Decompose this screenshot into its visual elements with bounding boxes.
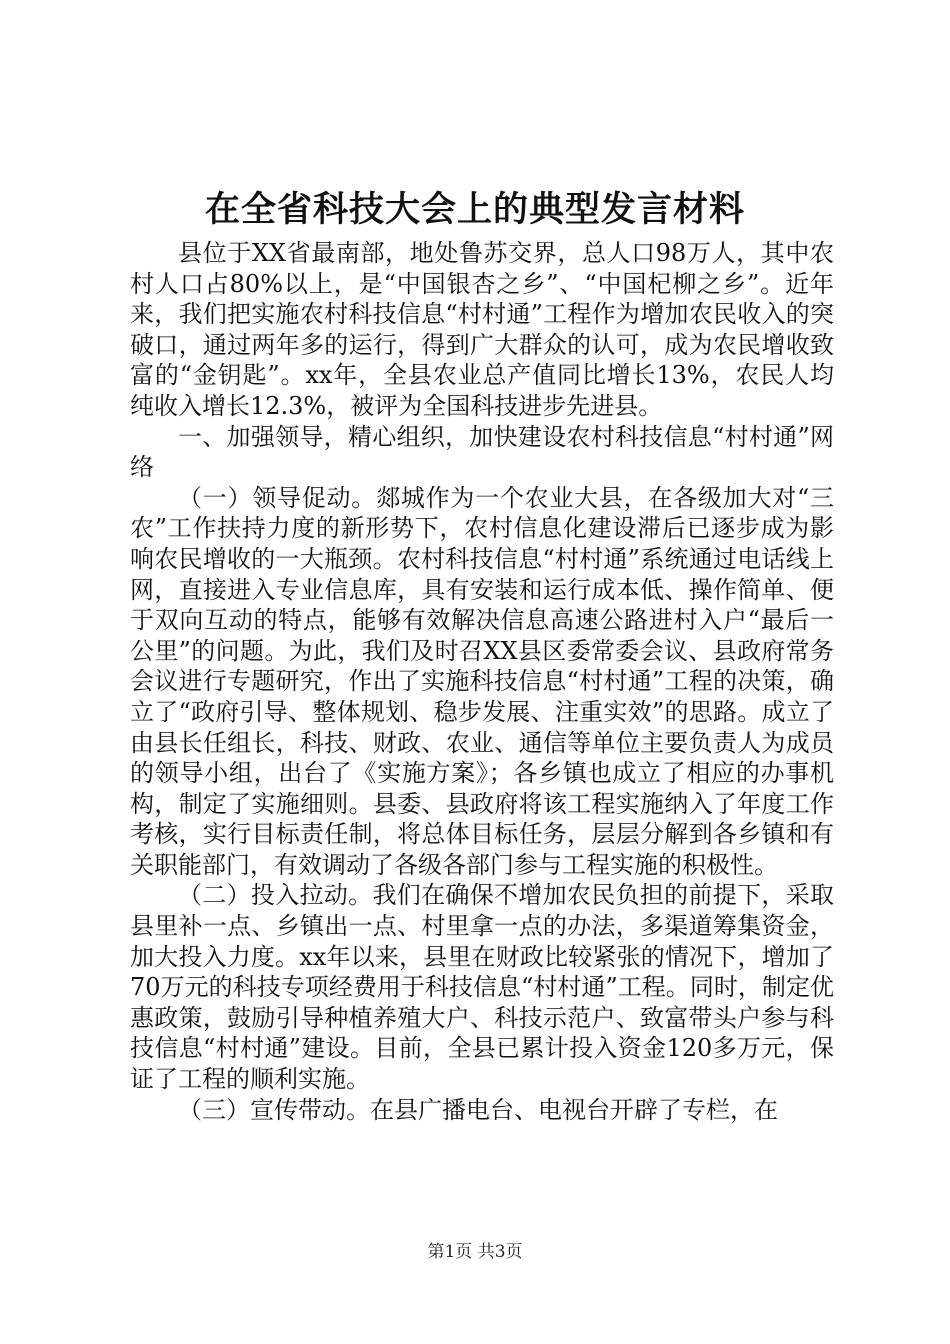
document-title: 在全省科技大会上的典型发言材料: [204, 189, 745, 230]
paragraph-publicity: （三）宣传带动。在县广播电台、电视台开辟了专栏，在: [178, 1095, 778, 1124]
paragraph-leadership: （一）领导促动。郯城作为一个农业大县，在各级加大对“三农”工作扶持力度的新形势下，农村信息化建设滞后已逐步成为影响农民增收的一大瓶颈。农村科技信息“村村通”系统通过电话线上网，直接进入专业信息库，具有安装和运行成本低、操作简单、便于双向互动的特点，能够有效解决信息高速公路进村入户“最后一公里”的问题。为此，我们及时召XX县区委常委会议、县政府常务会议进行专题研究，作出了实施科技信息“村村通”工程的决策，确立了“政府引导、整体规划、稳步发展、注重实效”的思路。成立了由县长任组长，科技、财政、农业、通信等单位主要负责人为成员的领导小组，出台了《实施方案》；各乡镇也成立了相应的办事机构，制定了实施细则。县委、县政府将该工程实施纳入了年度工作考核，实行目标责任制，将总体目标任务，层层分解到各乡镇和有关职能部门，有效调动了各级各部门参与工程实施的积极性。: [130, 483, 834, 879]
paragraph-investment: （二）投入拉动。我们在确保不增加农民负担的前提下，采取县里补一点、乡镇出一点、村里拿一点的办法，多渠道筹集资金，加大投入力度。xx年以来，县里在财政比较紧张的情况下，增加了70万元的科技专项经费用于科技信息“村村通”工程。同时，制定优惠政策，鼓励引导种植养殖大户、科技示范户、致富带头户参与科技信息“村村通”建设。目前，全县已累计投入资金120多万元，保证了工程的顺利实施。: [130, 881, 834, 1094]
section-heading-1: 一、加强领导，精心组织，加快建设农村科技信息“村村通”网络: [130, 422, 834, 482]
paragraph-intro: 县位于XX省最南部，地处鲁苏交界，总人口98万人，其中农村人口占80%以上，是“中国银杏之乡”、“中国杞柳之乡”。近年来，我们把实施农村科技信息“村村通”工程作为增加农民收入的突破口，通过两年多的运行，得到广大群众的认可，成为农民增收致富的“金钥匙”。xx年，全县农业总产值同比增长13%，农民人均纯收入增长12.3%，被评为全国科技进步先进县。: [130, 239, 834, 420]
page-footer: 第1页 共3页: [427, 1242, 523, 1262]
document-body: [130, 238, 834, 1125]
